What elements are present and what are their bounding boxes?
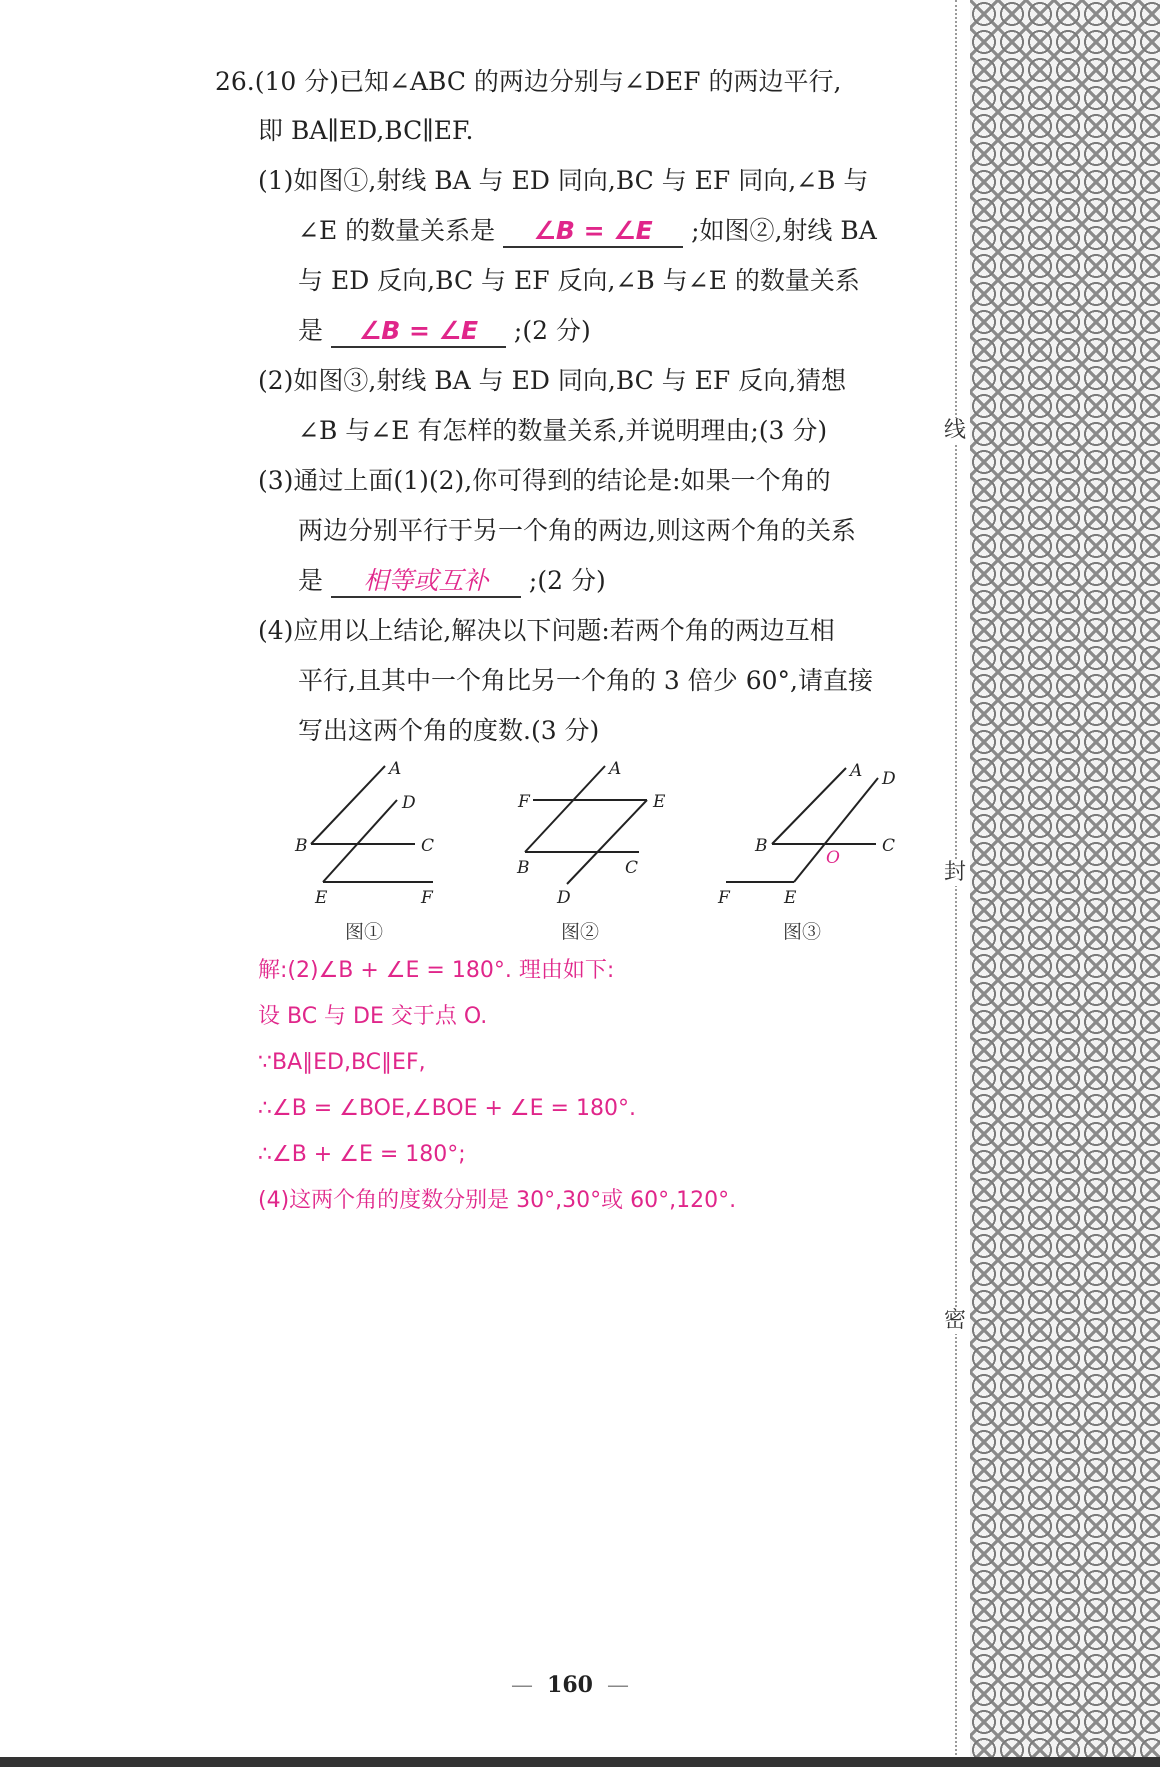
problem-line-2: 即 BA∥ED,BC∥EF.	[258, 116, 474, 145]
fig1-ray-BA	[311, 766, 385, 844]
question-4-line-1: (4)应用以上结论,解决以下问题:若两个角的两边互相	[258, 616, 835, 645]
question-1-line-2	[298, 214, 877, 248]
page-number: — 160 —	[510, 1672, 630, 1698]
fig1-label-B: B	[295, 836, 308, 856]
solution-line-4: ∴∠B = ∠BOE,∠BOE + ∠E = 180°.	[258, 1096, 636, 1121]
fig3-label-D: D	[882, 769, 896, 789]
fig2-label-F: F	[518, 792, 530, 812]
question-1-line-3: 与 ED 反向,BC 与 EF 反向,∠B 与∠E 的数量关系	[298, 266, 860, 295]
question-4-line-2: 平行,且其中一个角比另一个角的 3 倍少 60°,请直接	[298, 666, 873, 695]
q1-text-b: ;如图②,射线 BA	[691, 216, 877, 245]
q3-answer-blank: 相等或互补	[331, 566, 521, 598]
fig3-label-C: C	[882, 836, 896, 856]
figure-1-caption: 图①	[345, 921, 384, 943]
fig1-label-E: E	[315, 888, 328, 908]
fig2-label-D: D	[557, 888, 571, 908]
fig2-label-E: E	[653, 792, 666, 812]
decorative-margin-pattern	[970, 0, 1160, 1767]
q1-text-c: 是	[298, 316, 324, 345]
q3-text-a: 是	[298, 566, 324, 595]
fig1-label-F: F	[421, 888, 433, 908]
figure-1-diagram	[285, 760, 465, 910]
figure-3-caption: 图③	[783, 921, 822, 943]
fig1-label-C: C	[421, 836, 435, 856]
question-3-line-1: (3)通过上面(1)(2),你可得到的结论是:如果一个角的	[258, 466, 831, 495]
question-3-line-2: 两边分别平行于另一个角的两边,则这两个角的关系	[298, 516, 856, 545]
fig1-label-D: D	[402, 793, 416, 813]
question-1-line-4	[298, 314, 591, 348]
question-2-line-2: ∠B 与∠E 有怎样的数量关系,并说明理由;(3 分)	[298, 416, 828, 445]
margin-label-xian: 线	[943, 418, 966, 443]
question-1-line-1: (1)如图①,射线 BA 与 ED 同向,BC 与 EF 同向,∠B 与	[258, 166, 869, 195]
fig3-label-B: B	[755, 836, 768, 856]
fig3-label-E: E	[784, 888, 797, 908]
question-4-line-3: 写出这两个角的度数.(3 分)	[298, 716, 600, 745]
fig2-label-B: B	[517, 858, 530, 878]
solution-line-2: 设 BC 与 DE 交于点 O.	[258, 1004, 488, 1029]
solution-line-5: ∴∠B + ∠E = 180°;	[258, 1142, 466, 1167]
bottom-edge-bar	[0, 1757, 1160, 1767]
solution-line-1: 解:(2)∠B + ∠E = 180°. 理由如下:	[258, 958, 615, 983]
fig1-label-A: A	[389, 760, 402, 779]
problem-line-1: 26.(10 分)已知∠ABC 的两边分别与∠DEF 的两边平行,	[215, 67, 842, 96]
question-3-line-3	[298, 564, 606, 598]
fig3-label-F: F	[718, 888, 730, 908]
q1-text-a: ∠E 的数量关系是	[298, 216, 496, 245]
figure-3-diagram	[712, 760, 912, 910]
solution-line-3: ∵BA∥ED,BC∥EF,	[258, 1050, 426, 1075]
q1-text-d: ;(2 分)	[513, 316, 591, 345]
fig2-ray-BA	[525, 766, 605, 852]
question-2-line-1: (2)如图③,射线 BA 与 ED 同向,BC 与 EF 反向,猜想	[258, 366, 847, 395]
margin-label-feng: 封	[943, 860, 966, 885]
solution-line-6: (4)这两个角的度数分别是 30°,30°或 60°,120°.	[258, 1188, 737, 1213]
fig2-label-A: A	[609, 760, 622, 779]
fig3-label-O: O	[826, 848, 840, 868]
q3-text-b: ;(2 分)	[528, 566, 606, 595]
fig2-label-C: C	[625, 858, 639, 878]
figure-2-caption: 图②	[561, 921, 600, 943]
q1-answer-blank-1: ∠B = ∠E	[503, 216, 683, 248]
fig3-label-A: A	[850, 761, 863, 781]
q1-answer-blank-2: ∠B = ∠E	[331, 316, 506, 348]
fig1-ray-ED	[323, 800, 397, 882]
margin-label-mi: 密	[943, 1308, 966, 1333]
figure-2-diagram	[505, 760, 685, 910]
